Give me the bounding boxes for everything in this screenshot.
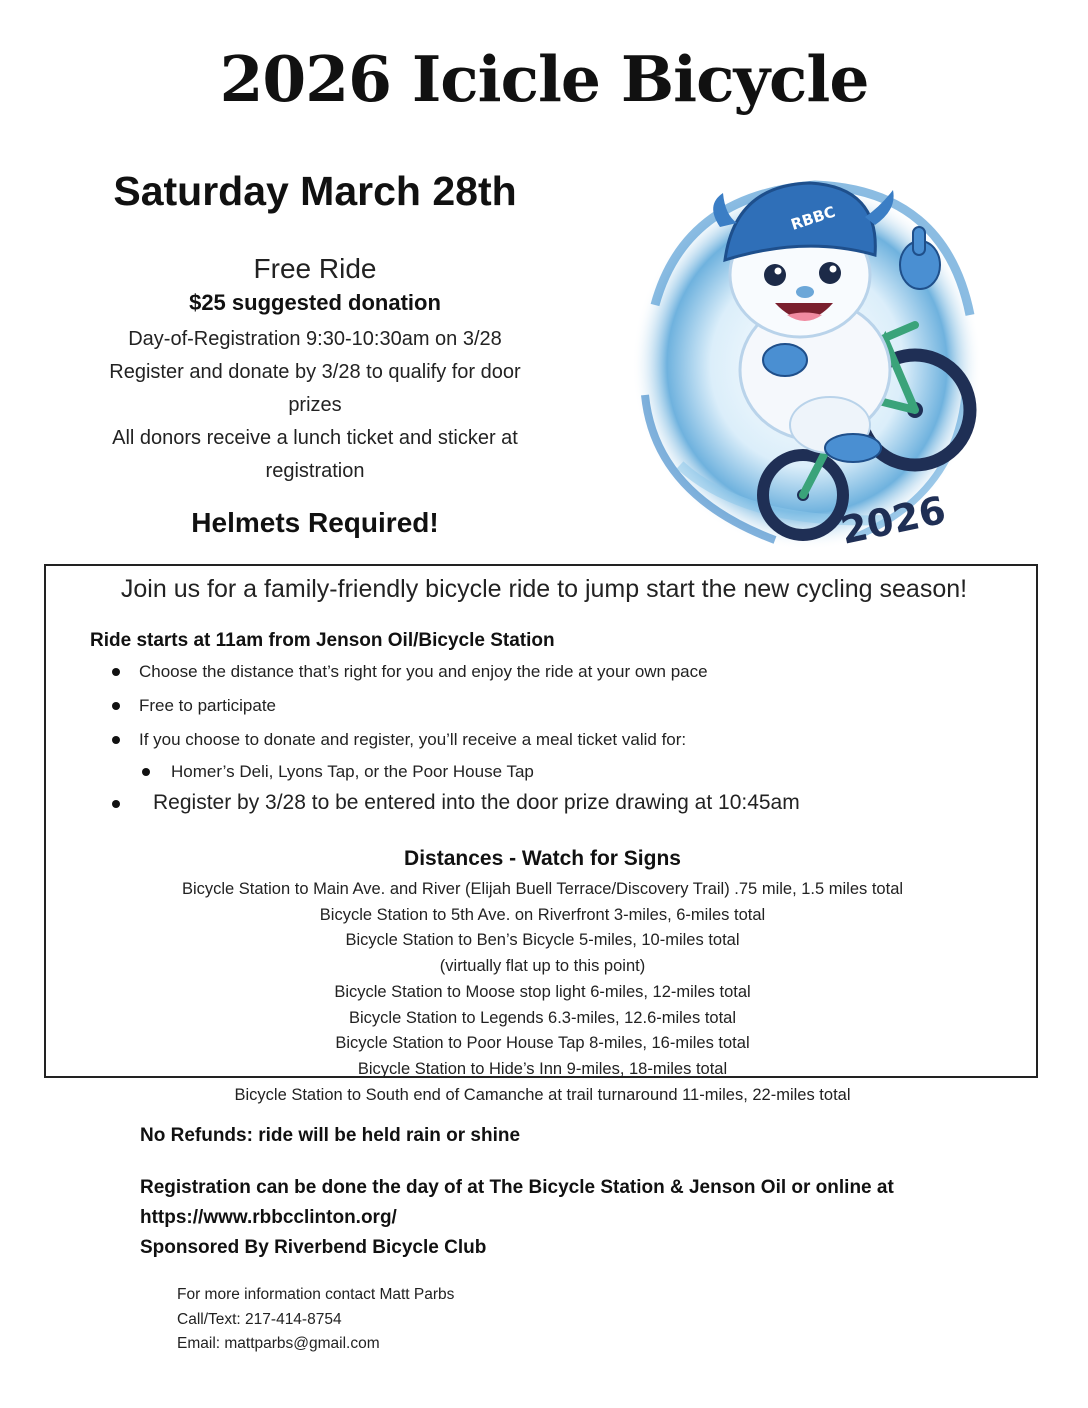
bullet-text: Register by 3/28 to be entered into the door prize drawing at 10:45am [153, 791, 800, 814]
route-item: Bicycle Station to Main Ave. and River (Elijah Buell Terrace/Discovery Trail) .75 mile, 1.5 miles total [181, 880, 904, 898]
mascot-year: 2026 [836, 487, 950, 553]
bullet-item [139, 662, 708, 682]
sub-bullet-item [171, 762, 534, 782]
bullet-text: If you choose to donate and register, you’ll receive a meal ticket valid for: [139, 730, 687, 749]
helmets-required: Helmets Required! [191, 507, 439, 538]
contact-block [177, 1283, 454, 1357]
bullet-text: Free to participate [139, 696, 277, 715]
bullet-dot [112, 668, 120, 676]
route-item: Bicycle Station to Ben’s Bicycle 5-miles, 10-miles total [345, 931, 740, 950]
route-item: Bicycle Station to Poor House Tap 8-miles, 16-miles total [335, 1034, 750, 1053]
contact-email: Email: mattparbs@gmail.com [177, 1335, 380, 1352]
free-ride-label: Free Ride [253, 253, 377, 284]
info-line: All donors receive a lunch ticket and sticker at [112, 427, 518, 449]
flyer-title: 2026 Icicle Bicycle [219, 42, 869, 116]
contact-phone: Call/Text: 217-414-8754 [177, 1310, 342, 1328]
sponsor-line: Sponsored By Riverbend Bicycle Club [140, 1237, 487, 1258]
route-item: Bicycle Station to 5th Ave. on Riverfront 3-miles, 6-miles total [319, 905, 766, 924]
route-item: Bicycle Station to Moose stop light 6-miles, 12-miles total [334, 982, 751, 1001]
route-item: Bicycle Station to Legends 6.3-miles, 12.6-miles total [348, 1008, 737, 1027]
bullet-dot [112, 800, 120, 808]
registration-url: https://www.rbbcclinton.org/ [140, 1207, 397, 1228]
no-refunds-notice: No Refunds: ride will be held rain or shine [140, 1125, 521, 1146]
bullet-item [139, 696, 276, 716]
bullet-dot [112, 736, 120, 744]
route-item: (virtually flat up to this point) [439, 957, 646, 976]
yeti-bicycle-mascot-image [625, 165, 985, 555]
contact-line: For more information contact Matt Parbs [177, 1286, 455, 1303]
route-list [0, 877, 1085, 1108]
event-date: Saturday March 28th [113, 168, 517, 214]
route-item: Bicycle Station to Hide’s Inn 9-miles, 18-miles total [357, 1059, 728, 1078]
bullet-dot [142, 768, 150, 776]
bullet-item [139, 730, 686, 750]
join-us-text: Join us for a family-friendly bicycle ride to jump start the new cycling season! [120, 575, 968, 603]
bullet-text: Homer’s Deli, Lyons Tap, or the Poor House Tap [171, 762, 534, 781]
ride-start-heading: Ride starts at 11am from Jenson Oil/Bicycle Station [90, 630, 555, 651]
info-line: Day-of-Registration 9:30-10:30am on 3/28 [128, 328, 502, 350]
registration-info-line: Registration can be done the day of at The Bicycle Station & Jenson Oil or online at [140, 1177, 894, 1198]
info-line: Register and donate by 3/28 to qualify for door [109, 361, 521, 383]
suggested-donation: $25 suggested donation [189, 290, 441, 315]
info-line: prizes [288, 394, 342, 416]
bullet-item [153, 791, 800, 815]
bullet-dot [112, 702, 120, 710]
registration-info [60, 323, 570, 488]
info-line: registration [265, 460, 365, 482]
bullet-text: Choose the distance that’s right for you and enjoy the ride at your own pace [139, 662, 708, 681]
helmet-text: RBBC [788, 202, 838, 234]
route-item: Bicycle Station to South end of Camanche at trail turnaround 11-miles, 22-miles total [234, 1085, 851, 1104]
distances-heading: Distances - Watch for Signs [404, 847, 681, 870]
